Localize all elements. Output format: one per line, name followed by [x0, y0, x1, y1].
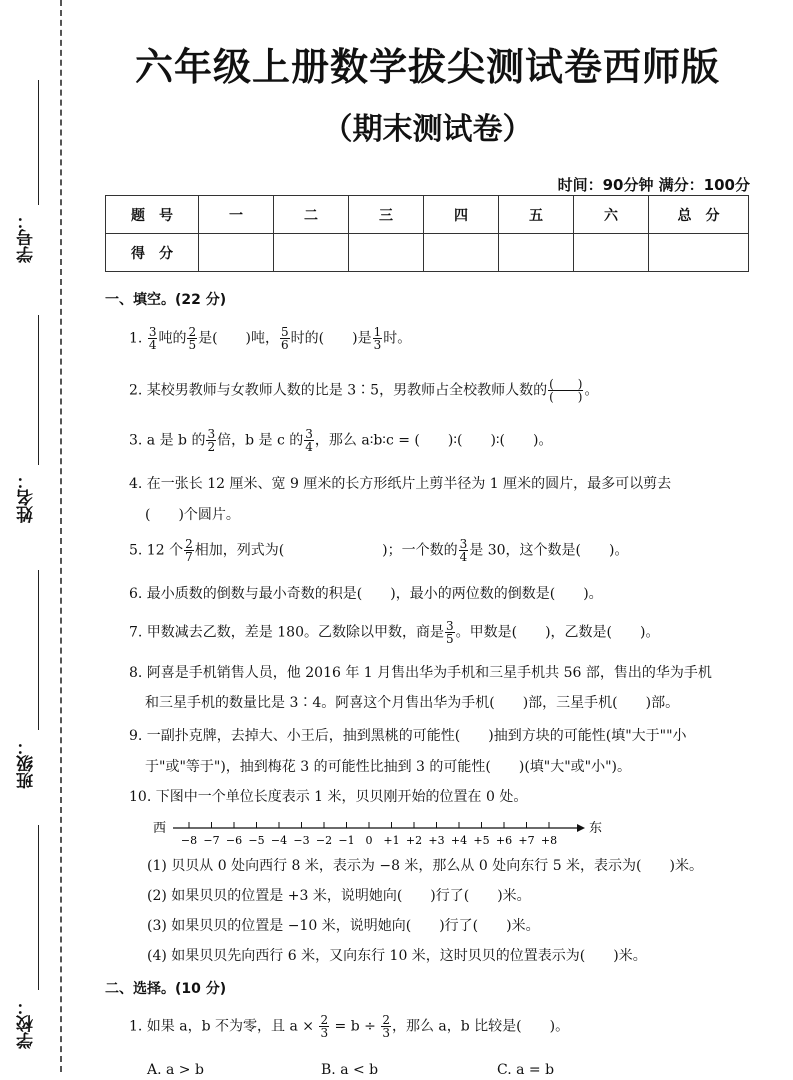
choice-question-1 [129, 1014, 569, 1039]
number-line-tick-label: +4 [450, 834, 468, 847]
question-7 [129, 620, 659, 645]
denominator: 5 [445, 632, 454, 646]
number-line-east-label: 东 [589, 821, 603, 836]
number-line-west-label: 西 [153, 821, 167, 836]
fraction [445, 620, 455, 645]
number-line-tick-label: −6 [225, 834, 243, 847]
school-line [38, 825, 39, 990]
number-line-tick-label: −3 [293, 834, 310, 847]
question-4-line-1: 4. 在一张长 12 厘米、宽 9 厘米的长方形纸片上剪半径为 1 厘米的圆片，最多可以剪去 [129, 476, 672, 492]
fraction [206, 428, 216, 453]
choice-option-a[interactable]: A. a > b [147, 1062, 204, 1078]
denominator: 7 [185, 550, 193, 564]
numerator: 3 [207, 427, 216, 441]
score-table-cell: 二 [274, 196, 349, 234]
numerator: 2 [382, 1013, 390, 1027]
number-line-tick-label: +5 [473, 834, 490, 847]
name-label: 姓名： [17, 472, 37, 523]
numerator: 2 [188, 325, 197, 339]
score-input-cell[interactable] [424, 234, 499, 272]
score-input-cell[interactable] [349, 234, 424, 272]
school-label: 学校： [17, 998, 37, 1049]
q1-text: 时。 [383, 330, 412, 347]
denominator: 4 [305, 440, 313, 454]
denominator: 3 [382, 1026, 390, 1040]
number-line-tick-label: +8 [540, 834, 558, 847]
choice-q1-text: 1. 如果 a，b 不为零，且 a × [129, 1018, 319, 1035]
question-10-sub-3: (3) 如果贝贝的位置是 −10 米，说明她向( )行了( )米。 [147, 918, 540, 934]
numerator: 3 [459, 537, 468, 551]
q3-text: ，那么 a∶b∶c = ( )∶( )∶( )。 [314, 432, 553, 449]
time-score-info: 时间：90分钟 满分：100分 [557, 176, 750, 194]
number-line-tick-label: −8 [180, 834, 198, 847]
section-heading-choice: 二、选择。(10 分) [105, 981, 227, 997]
score-input-cell[interactable] [199, 234, 274, 272]
page-title: 六年级上册数学拔尖测试卷西师版 [134, 45, 720, 89]
q5-text: 5. 12 个 [129, 542, 184, 559]
number-line-tick-label: +1 [383, 834, 400, 847]
student-id-label: 学号： [17, 212, 37, 263]
number-line-tick-label: 0 [365, 834, 373, 847]
q1-text: 时的( )是 [290, 330, 372, 347]
numerator: 1 [373, 325, 382, 339]
question-3 [129, 428, 552, 453]
fraction [548, 378, 583, 403]
numerator: 3 [445, 619, 454, 633]
section-heading-fill-blank: 一、填空。(22 分) [105, 292, 227, 308]
numerator: 3 [148, 325, 157, 339]
q7-text: 。甲数是( )，乙数是( )。 [455, 624, 660, 641]
fraction [304, 428, 314, 453]
q1-text: 吨的 [158, 330, 187, 347]
question-9-line-2: 于"或"等于")，抽到梅花 3 的可能性比抽到 3 的可能性( )(填"大"或"小")。 [145, 759, 631, 775]
q1-text: 是( )吨， [198, 330, 280, 347]
number-line [149, 814, 749, 854]
fraction [280, 326, 290, 351]
denominator: 3 [373, 338, 382, 352]
q3-text: 倍，b 是 c 的 [217, 432, 304, 449]
fraction [373, 326, 383, 351]
fraction [319, 1014, 329, 1039]
score-table-cell: 四 [424, 196, 499, 234]
student-id-line [38, 80, 39, 205]
question-1 [129, 326, 411, 351]
score-input-cell[interactable] [274, 234, 349, 272]
score-table [105, 195, 749, 272]
q2-text: 。 [584, 382, 599, 399]
numerator: ( ) [549, 377, 583, 391]
choice-option-b[interactable]: B. a < b [321, 1062, 379, 1078]
name-line [38, 315, 39, 465]
number-line-ticks [181, 822, 557, 847]
score-table-header-row [106, 196, 749, 234]
page-subtitle: （期末测试卷） [322, 112, 533, 147]
fraction [184, 538, 194, 563]
fraction [148, 326, 158, 351]
number-line-tick-label: +7 [518, 834, 535, 847]
question-9-line-1: 9. 一副扑克牌，去掉大、小王后，抽到黑桃的可能性( )抽到方块的可能性(填"大于""小 [129, 728, 687, 744]
numerator: 5 [281, 325, 289, 339]
number-line-tick-label: −2 [315, 834, 333, 847]
score-input-cell[interactable] [574, 234, 649, 272]
number-line-tick-label: +2 [405, 834, 423, 847]
number-line-tick-label: −1 [338, 834, 355, 847]
choice-q1-text: = b ÷ [330, 1018, 381, 1035]
question-8-line-2: 和三星手机的数量比是 3∶4。阿喜这个月售出华为手机( )部，三星手机( )部。 [145, 695, 680, 711]
score-table-cell: 六 [574, 196, 649, 234]
score-table-cell: 五 [499, 196, 574, 234]
score-input-cell[interactable] [649, 234, 749, 272]
denominator: 4 [459, 550, 468, 564]
binding-sidebar [0, 0, 70, 1072]
numerator: 2 [185, 537, 193, 551]
number-line-tick-label: +3 [428, 834, 445, 847]
numerator: 2 [320, 1013, 329, 1027]
number-line-tick-label: −7 [203, 834, 220, 847]
q1-text: 1. [129, 330, 147, 347]
numerator: 3 [305, 427, 313, 441]
question-10-sub-1: (1) 贝贝从 0 处向西行 8 米，表示为 −8 米，那么从 0 处向东行 5 米，表示为( )米。 [147, 858, 703, 874]
question-8-line-1: 8. 阿喜是手机销售人员，他 2016 年 1 月售出华为手机和三星手机共 56 部，售出的华为手机 [129, 665, 712, 681]
denominator: 5 [188, 338, 197, 352]
denominator: ( ) [549, 390, 583, 404]
question-4-line-2: ( )个圆片。 [145, 507, 240, 523]
question-5 [129, 538, 629, 563]
score-table-cell: 得 分 [106, 234, 199, 272]
question-10-sub-2: (2) 如果贝贝的位置是 +3 米，说明她向( )行了( )米。 [147, 888, 531, 904]
q3-text: 3. a 是 b 的 [129, 432, 206, 449]
class-label: 班级： [17, 738, 37, 789]
question-10: 10. 下图中一个单位长度表示 1 米，贝贝刚开始的位置在 0 处。 [129, 789, 528, 805]
denominator: 4 [148, 338, 157, 352]
number-line-tick-label: −4 [270, 834, 288, 847]
score-table-cell: 一 [199, 196, 274, 234]
cut-line [60, 0, 62, 1072]
score-table-score-row [106, 234, 749, 272]
number-line-tick-label: +6 [495, 834, 513, 847]
q7-text: 7. 甲数减去乙数，差是 180。乙数除以甲数，商是 [129, 624, 444, 641]
score-table-cell: 三 [349, 196, 424, 234]
number-line-arrow [577, 824, 585, 832]
denominator: 6 [281, 338, 289, 352]
question-10-sub-4: (4) 如果贝贝先向西行 6 米，又向东行 10 米，这时贝贝的位置表示为( )米。 [147, 948, 647, 964]
score-table-cell: 总 分 [649, 196, 749, 234]
q5-text: 是 30，这个数是( )。 [469, 542, 629, 559]
fraction [381, 1014, 391, 1039]
number-line-tick-label: −5 [248, 834, 265, 847]
choice-option-c[interactable]: C. a = b [497, 1062, 555, 1078]
question-2 [129, 378, 598, 403]
score-input-cell[interactable] [499, 234, 574, 272]
choice-q1-text: ，那么 a，b 比较是( )。 [391, 1018, 570, 1035]
score-table-cell: 题 号 [106, 196, 199, 234]
class-line [38, 570, 39, 730]
fraction [187, 326, 197, 351]
denominator: 2 [207, 440, 216, 454]
q5-text: 相加，列式为( )；一个数的 [194, 542, 458, 559]
fraction [459, 538, 469, 563]
question-6: 6. 最小质数的倒数与最小奇数的积是( )，最小的两位数的倒数是( )。 [129, 586, 603, 602]
denominator: 3 [320, 1026, 329, 1040]
q2-text: 2. 某校男教师与女教师人数的比是 3∶5，男教师占全校教师人数的 [129, 382, 548, 399]
